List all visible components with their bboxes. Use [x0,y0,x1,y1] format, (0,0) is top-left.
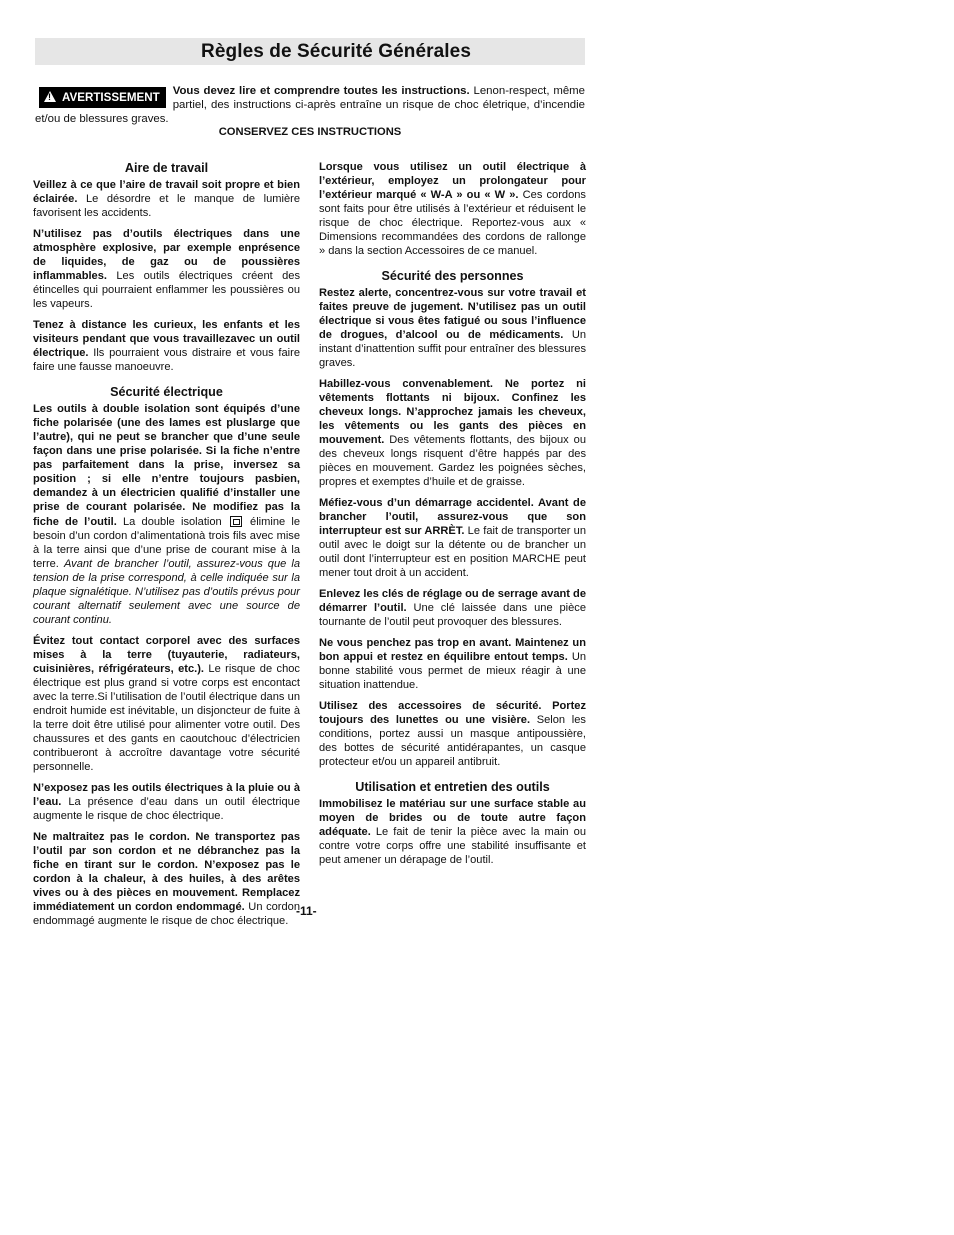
bold-lead: Restez alerte, concentrez-vous sur votre travail et faites preuve de jugement. N’utilisez pas un outil électrique si vous êtes fatigué ou sous l’influence de drogues, d’alcool ou de médicaments. [319,287,586,341]
paragraph [33,634,300,774]
paragraph [319,286,586,370]
warning-lead: Vous devez lire et comprendre toutes les instructions. [172,85,470,97]
body-text: Le fait de tenir la pièce avec la main ou contre votre corps offre une stabilité insuffisante et peut amener un dérapage de l’outil. [319,826,586,866]
bold-lead: Les outils à double isolation sont équipés d’une fiche polarisée (une des lames est pluslarge que l’autre), qui ne peut se brancher que d’une seule façon dans une prise polarisée. Si la fiche n’entre pas parfaitement dans la prise, inversez sa position ; si elle n’entre toujours pasbien, demandez à un électricien qualifié d’installer une prise de courant polarisée. Ne modifiez pas la fiche de l’outil. [33,403,300,528]
paragraph [319,587,586,629]
body-text: Le désordre et le manque de lumière favorisent les accidents. [33,193,300,219]
section-heading-personnes: Sécurité des personnes [381,269,524,283]
paragraph [319,797,586,867]
bold-lead: Habillez-vous convenablement. Ne portez ni vêtements flottants ni bijoux. Confinez les cheveux longs. N’approchez jamais les cheveux, les vêtements ou les gants des pièces en mouvement. [319,378,586,446]
bold-lead: Veillez à ce que l’aire de travail soit propre et bien éclairée. [33,179,300,205]
paragraph [33,318,300,374]
bold-lead: Tenez à distance les curieux, les enfants et les visiteurs pendant que vous travaillezavec un outil électrique. [33,319,300,359]
body-text: Le fait de transporter un outil avec le doigt sur la détente ou de brancher un outil dont l’interrupteur est en position MARCHE peut mener tout droit à un accident. [319,525,586,579]
paragraph [319,699,586,769]
bold-lead: Enlevez les clés de réglage ou de serrage avant de démarrer l’outil. [319,588,586,614]
bold-lead: N’utilisez pas d’outils électriques dans une atmosphère explosive, par exemple enprésence de liquides, de gaz ou de poussières inflammables. [33,228,300,282]
body-text: Les outils électriques créent des étincelles qui pourraient enflammer les poussières ou les vapeurs. [33,270,300,310]
title-bar [35,38,585,65]
paragraph [33,227,300,311]
paragraph [33,402,300,627]
left-column [33,160,300,935]
section-heading-aire: Aire de travail [124,161,209,175]
paragraph [33,830,300,928]
body-text: La présence d’eau dans un outil électrique augmente le risque de choc électrique. [33,796,300,822]
warning-block [35,84,585,126]
paragraph [319,496,586,580]
paragraph [33,781,300,823]
bold-lead: Évitez tout contact corporel avec des surfaces mises à la terre (tuyauterie, radiateurs, cuisinières, réfrigérateurs, etc.). [33,635,300,675]
bold-lead: Ne vous penchez pas trop en avant. Maintenez un bon appui et restez en équilibre entout temps. [319,637,586,663]
paragraph [319,636,586,692]
body-text: Des vêtements flottants, des bijoux ou des cheveux longs risquent d’être happés par des pièces en mouvement. Gardez les poignées sèches, propres et exemptes d’huile et de graisse. [319,434,586,488]
body-text: Un cordon endommagé augmente le risque de choc électrique. [33,901,300,927]
conserve-instructions: CONSERVEZ CES INSTRUCTIONS [218,126,402,138]
warning-badge [39,87,166,108]
bold-lead: Lorsque vous utilisez un outil électrique à l’extérieur, employez un prolongateur pour l’extérieur marqué « W-A » ou « W ». [319,161,586,201]
body-text: Un bonne stabilité vous permet de mieux réagir à une situation inattendue. [319,651,586,691]
body-text: élimine le besoin d’un cordon d’alimentationà trois fils avec mise à la terre ainsi que d’une prise de courant mise à la terre. [33,516,300,570]
right-column [319,160,586,874]
section-heading-electrique: Sécurité électrique [110,385,223,399]
warning-triangle-icon: ! [44,91,56,102]
warning-body: Lenon-respect, même partiel, des instructions ci-après entraîne un risque de choc életrique, d’incendie et/ou de blessures graves. [35,85,585,125]
bold-lead: N’exposez pas les outils électriques à la pluie ou à l’eau. [33,782,300,808]
warning-badge-label: AVERTISSEMENT [62,91,160,104]
italic-text: Avant de brancher l’outil, assurez-vous que la tension de la prise correspond, à celle indiquée sur la plaque signalétique. N’utilisez pas d’outils prévus pour courant alternatif seulement avec une source de courant continu. [33,558,301,626]
page-number: -11- [296,904,317,918]
bold-lead: Méfiez-vous d’un démarrage accidentel. Avant de brancher l’outil, assurez-vous que son interrupteur est sur ARRÈT. [319,497,586,537]
body-text: Une clé laissée dans une pièce tournante de l’outil peut provoquer des blessures. [319,602,586,628]
page-title: Règles de Sécurité Générales [201,41,471,62]
bold-lead: Ne maltraitez pas le cordon. Ne transportez pas l’outil par son cordon et ne débranchez pas la fiche en tirant sur le cordon. N’exposez pas le cordon à la chaleur, à des huiles, à des arêtes vives ou à des pièces en mouvement. Remplacez immédiatement un cordon endommagé. [33,831,300,913]
paragraph [319,377,586,489]
body-text: Selon les conditions, portez aussi un masque antipoussière, des bottes de sécurité antidérapantes, un casque protecteur et/ou un appareil antibruit. [319,714,586,768]
bold-lead: Utilisez des accessoires de sécurité. Portez toujours des lunettes ou une visière. [319,700,586,726]
body-text: Le risque de choc électrique est plus grand si votre corps est encontact avec la terre.Si l’utilisation de l’outil électrique dans un endroit humide est inévitable, un disjoncteur de fuite à la terre doit être utilisé pour alimenter votre outil. Des chaussures et des gants en caoutchouc d’électricien contribueront à accroître davantage votre sécurité personnelle. [33,663,300,773]
paragraph [319,160,586,258]
body-text: Un instant d’inattention suffit pour entraîner des blessures graves. [319,329,587,369]
body-text: Ils pourraient vous distraire et vous faire faire une fausse manoeuvre. [33,347,300,373]
double-insulation-icon [230,516,242,527]
body-text: La double isolation [116,516,228,528]
body-text: Ces cordons sont faits pour être utilisés à l’extérieur et réduisent le risque de choc électrique. Reportez-vous aux « Dimensions recommandées des cordons de rallonge » dans la section Accessoires de ce manuel. [319,189,586,257]
paragraph [33,178,300,220]
section-heading-utilisation: Utilisation et entretien des outils [355,780,550,794]
bold-lead: Immobilisez le matériau sur une surface stable au moyen de brides ou de toute autre façon adéquate. [319,798,586,838]
